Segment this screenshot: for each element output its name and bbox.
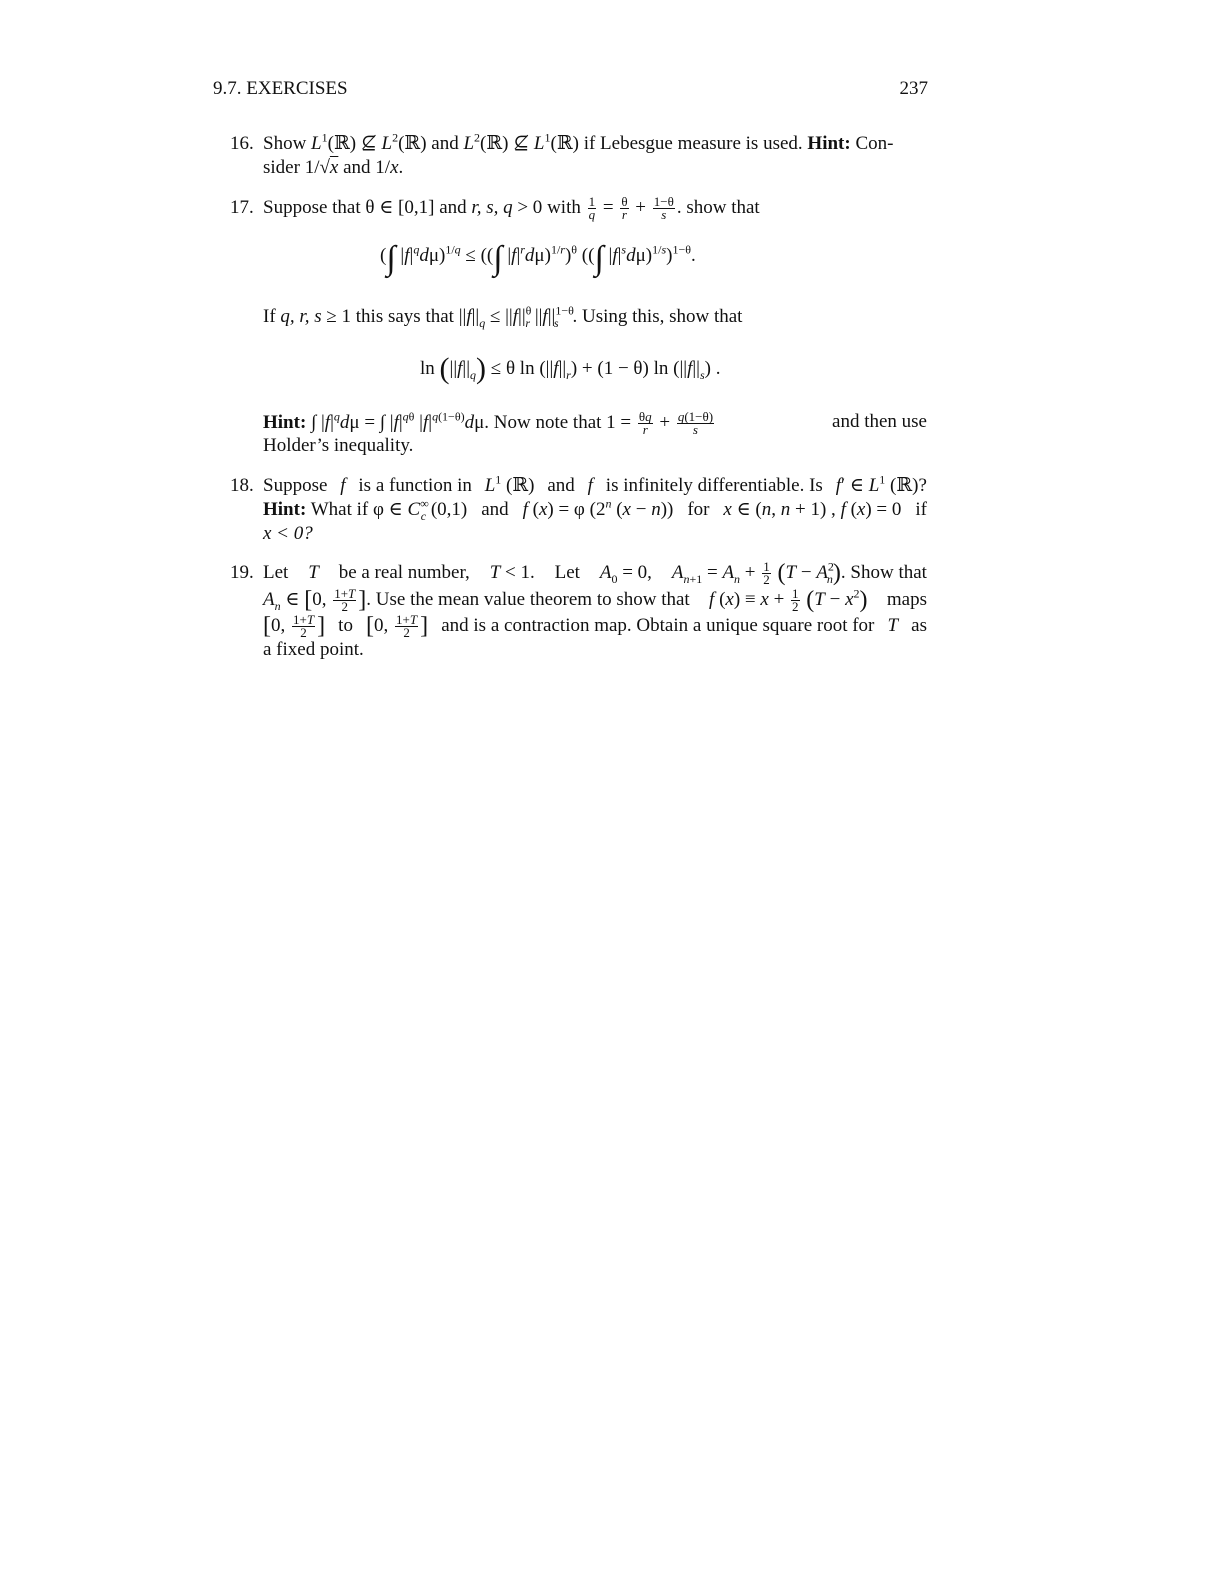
exercise-18-line-1: Suppose f is a function in $L^1$ (ℝ) and f is infinitely differentiable. Is f′ ∈ $L^1$ (ℝ)? (263, 472, 927, 496)
exercise-19-line-3: [0, $\frac{1+T}{2}$ ] to [0, $\frac{1+T}{2}$ ] and is a contraction map. Obtain a unique square root for T as (263, 612, 927, 641)
exercise-18-line-2: Hint: What if φ ∈ $C^\infty_c$ (0,1) and f (x) = φ (2$^n$ (x − n)) for x ∈ (n, n + 1) , f (x) = 0 if (263, 496, 927, 523)
exercise-19-line-1: Let T be a real number, T < 1. Let $A_0 = 0$, $A_{n+1} = A_n$ + $\frac{1}{2}$ $(T - A^2_n)$. Show that (263, 559, 927, 588)
running-head (213, 78, 928, 102)
section-title: 9.7. EXERCISES (213, 78, 348, 99)
exercise-17-hint-line-1: Hint: ∫ $|f|^qd\mu$ = ∫ $|f|^{q\theta}$ $|f|^{q(1-\theta)}d\mu$. Now note that 1 = $\frac{\theta q}{r}$ + $\frac{q(1-\theta)}{s}$ and then use (263, 409, 927, 437)
exercise-number: 19. (230, 562, 254, 583)
exercise-number: 17. (230, 197, 254, 218)
exercise-number: 18. (230, 475, 254, 496)
exercise-number: 16. (230, 133, 254, 154)
display-equation-1: (∫ $|f|^qd\mu)^{1/q}$ ≤ ((∫ $|f|^rd\mu)^{1/r})^\theta$ ((∫ $|f|^sd\mu)^{1/s})^{1-\theta}$. (380, 240, 696, 277)
exercise-16-line-2: sider 1/√x and 1/x. (263, 157, 404, 178)
exercise-19-line-2: $A_n$ ∈ [0, $\frac{1+T}{2}$ ]. Use the mean value theorem to show that f (x) ≡ x + $\frac{1}{2}$ $(T - x^2)$ maps (263, 586, 927, 615)
page-number: 237 (899, 78, 928, 99)
exercise-17-line-1: Suppose that θ ∈ [0,1] and r, s, q > 0 with $\frac{1}{q}$ = $\frac{\theta}{r}$ + $\frac{1-\theta}{s}$ . show that (263, 194, 760, 223)
exercise-17-line-2: If q, r, s ≥ 1 this says that $||f||_q \le ||f||^\theta_r$ $||f||^{1-\theta}_s$ . Using this, show that (263, 303, 743, 330)
exercise-16-line-1: Show $L^1(ℝ)$ ⊈ $L^2(ℝ)$ and $L^2(ℝ)$ ⊈ $L^1(ℝ)$ if Lebesgue measure is used. Hint: Con- (263, 130, 894, 154)
exercise-18-line-3: x < 0? (263, 523, 313, 544)
exercise-19-line-4: a fixed point. (263, 639, 364, 660)
display-equation-2: $\ln (||f||_q) \le \theta$ $\ln (||f||_r) + (1 - \theta)$ $\ln (||f||_s)$ . (420, 352, 721, 385)
exercise-17-hint-line-2: Holder’s inequality. (263, 435, 414, 456)
